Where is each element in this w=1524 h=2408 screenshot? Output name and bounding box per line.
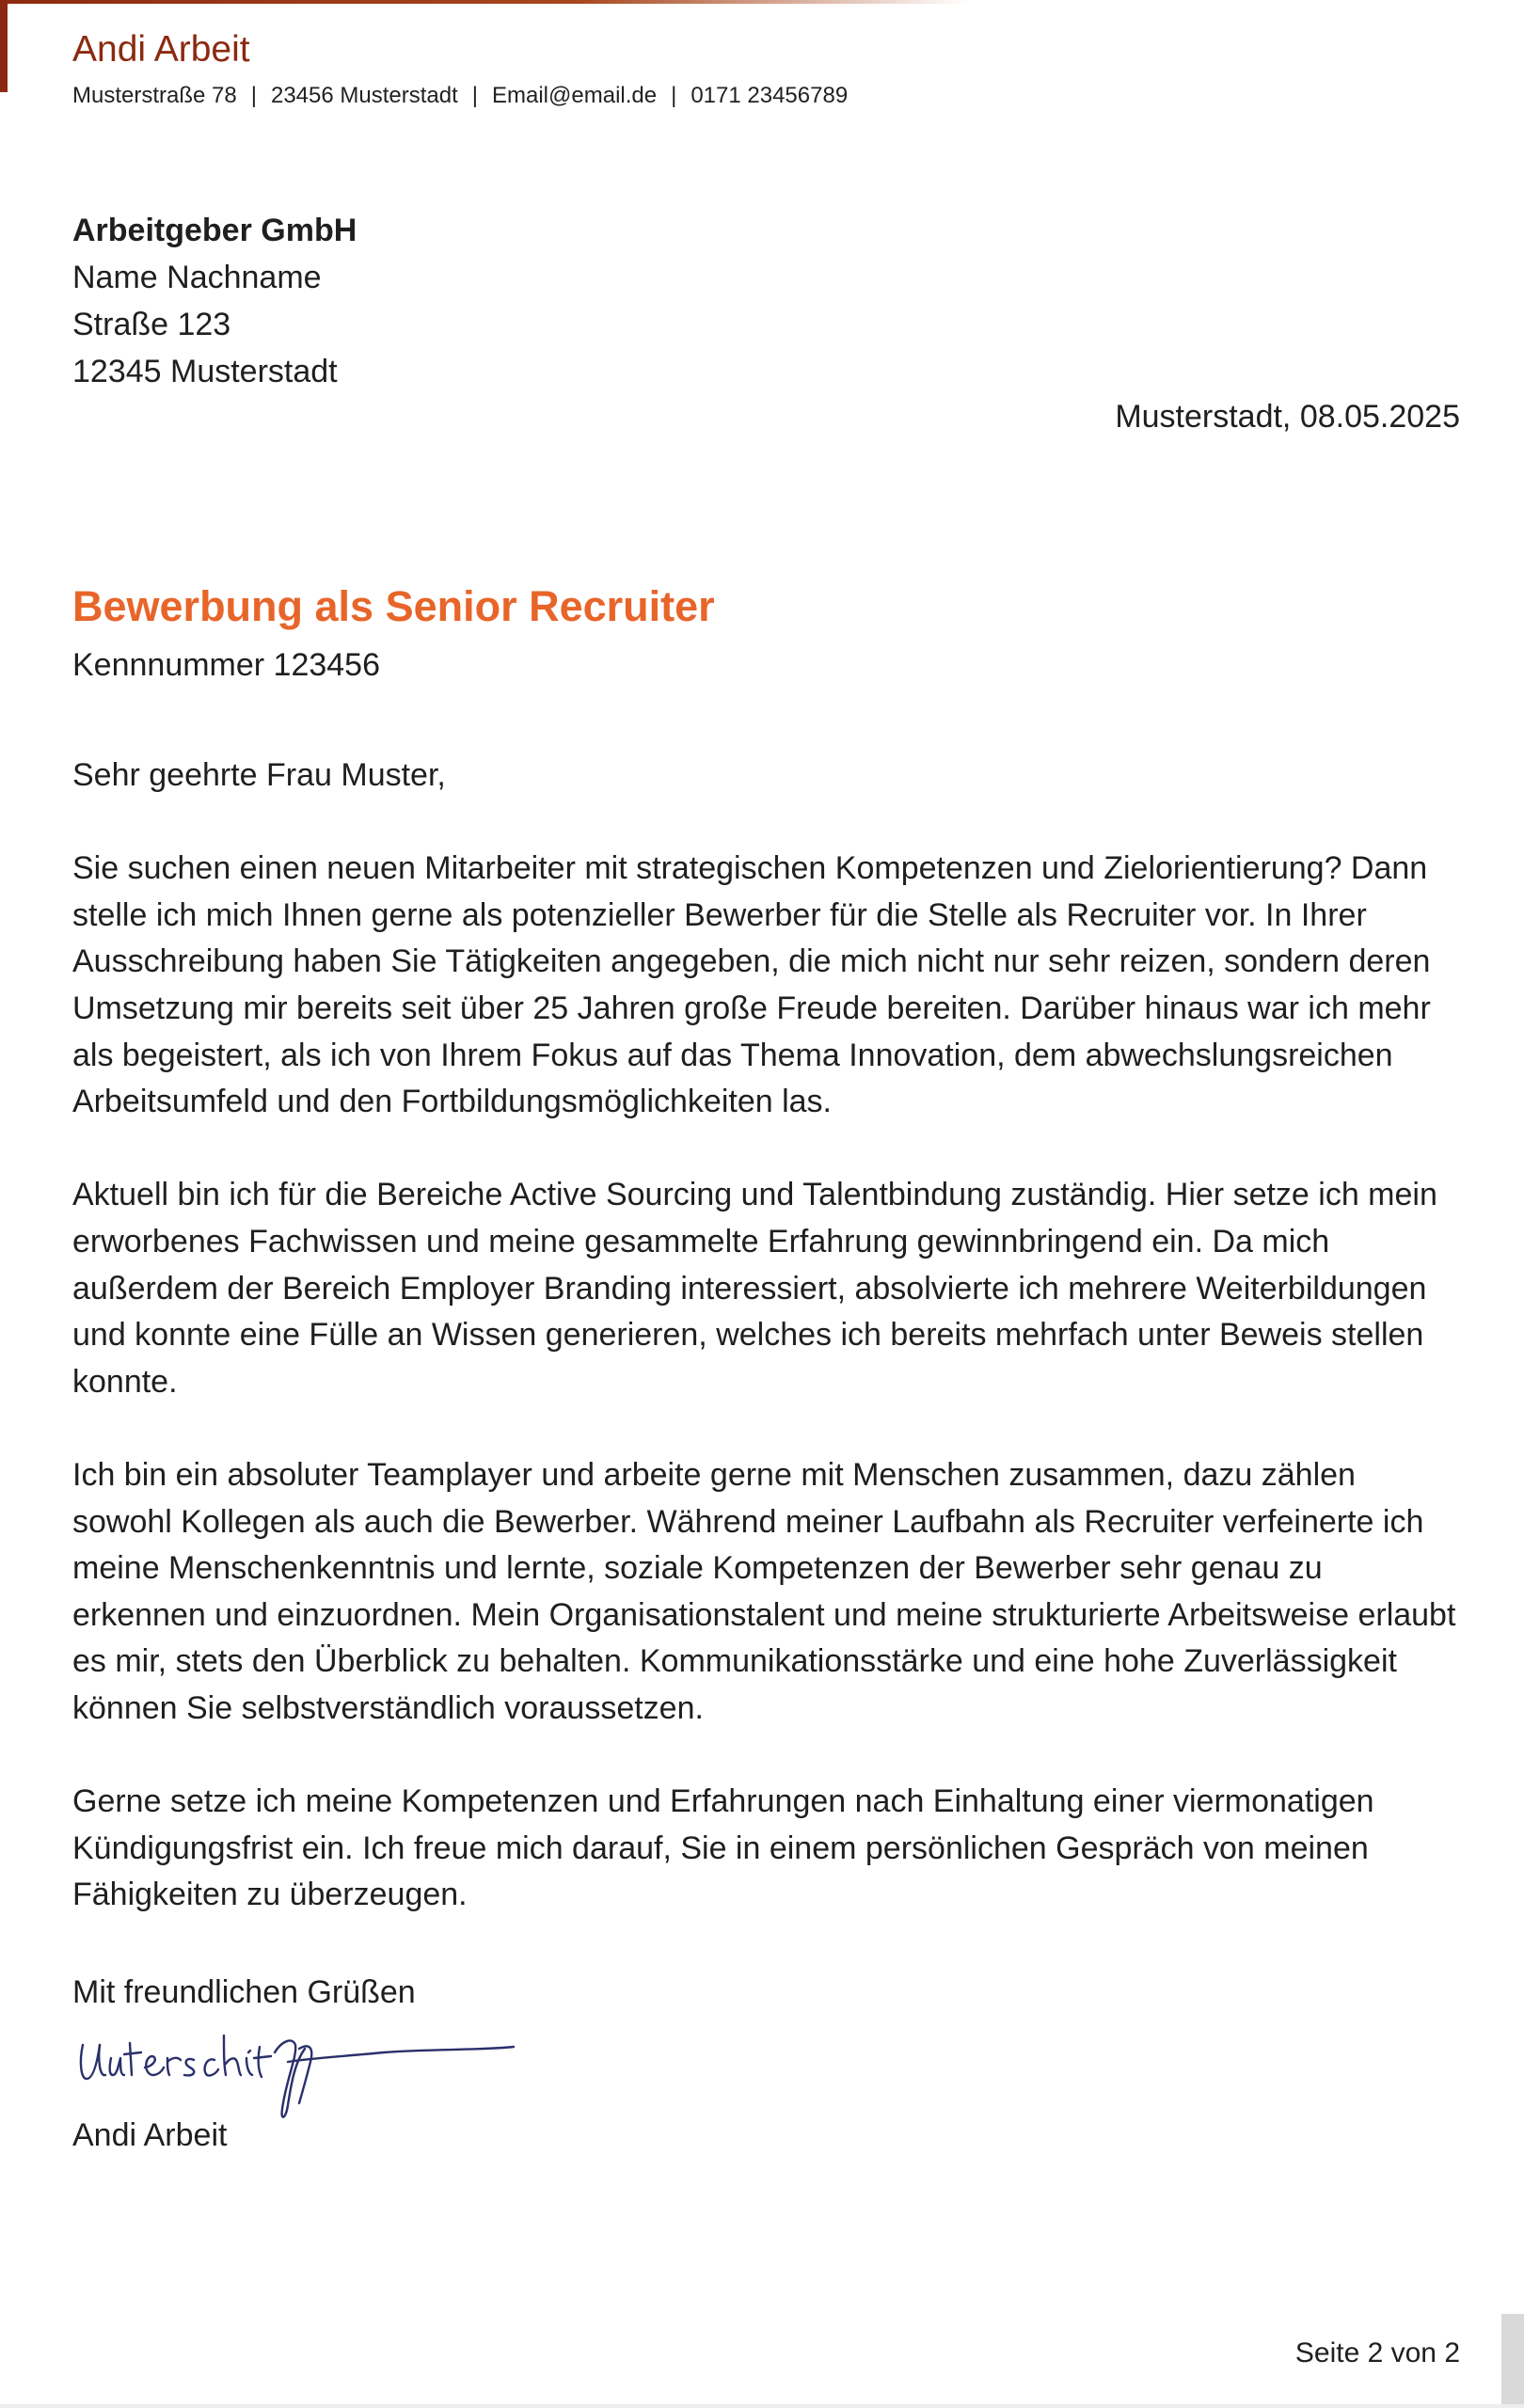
recipient-street: Straße 123 — [72, 307, 231, 342]
reference-number: Kennnummer 123456 — [72, 647, 381, 683]
body-paragraph: Aktuell bin ich für die Bereiche Active Sourcing und Talentbindung zuständig. Hier setze ich mein erworbenes Fachwissen und meine gesammelte Erfahrung gewinnbringend ein. Da mich außerdem der Bereich Employer Branding interessiert, absolvierte ich mehrere Weiterbildungen und konnte eine Fülle an Wissen generieren, welches ich bereits mehrfach unter Beweis stellen konnte. — [72, 1177, 1437, 1400]
body-paragraph: Sie suchen einen neuen Mitarbeiter mit strategischen Kompetenzen und Zielorientierung? Dann stelle ich mich Ihnen gerne als potenzieller Bewerber für die Stelle als Recruiter vor. In Ihrer Ausschreibung haben Sie Tätigkeiten angegeben, die mich nicht nur sehr reizen, sondern deren Umsetzung mir bereits seit über 25 Jahren große Freude bereiten. Darüber hinaus war ich mehr als begeistert, als ich von Ihrem Fokus auf das Thema Innovation, dem abwechslungsreichen Arbeitsumfeld und den Fortbildungsmöglichkeiten las. — [72, 850, 1431, 1120]
recipient-company: Arbeitgeber GmbH — [72, 213, 357, 248]
sender-street: Musterstraße 78 — [72, 83, 237, 108]
recipient-city: 12345 Musterstadt — [72, 354, 338, 389]
salutation: Sehr geehrte Frau Muster, — [72, 757, 446, 793]
body-paragraph: Gerne setze ich meine Kompetenzen und Erfahrungen nach Einhaltung einer viermonatigen Kündigungsfrist ein. Ich freue mich darauf, Sie in einem persönlichen Gespräch von meinen Fähigkeiten zu überzeugen. — [72, 1783, 1374, 1913]
header-corner-bar — [0, 0, 8, 92]
place-and-date: Musterstadt, 08.05.2025 — [1115, 399, 1460, 435]
contact-separator: | — [471, 83, 478, 108]
sender-name: Andi Arbeit — [72, 29, 250, 70]
contact-separator: | — [250, 83, 257, 108]
contact-separator: | — [671, 83, 677, 108]
page-edge-shadow — [1501, 2314, 1524, 2408]
page-bottom-edge — [0, 2404, 1524, 2408]
page-number: Seite 2 von 2 — [1294, 2337, 1460, 2368]
body-paragraph: Ich bin ein absoluter Teamplayer und arbeite gerne mit Menschen zusammen, dazu zählen sowohl Kollegen als auch die Bewerber. Während meiner Laufbahn als Recruiter verfeinerte ich meine Menschenkenntnis und lernte, soziale Kompetenzen der Bewerber sehr genau zu erkennen und einzuordnen. Mein Organisationstalent und meine strukturierte Arbeitsweise erlaubt es mir, stets den Überblick zu behalten. Kommunikationsstärke und eine hohe Zuverlässigkeit können Sie selbstverständlich voraussetzen. — [72, 1456, 1456, 1726]
subject-line: Bewerbung als Senior Recruiter — [72, 582, 715, 630]
header-accent-rule — [0, 0, 969, 4]
recipient-contact-person: Name Nachname — [72, 260, 322, 295]
sender-phone: 0171 23456789 — [691, 83, 849, 108]
signer-name: Andi Arbeit — [72, 2117, 228, 2153]
sender-email: Email@email.de — [492, 83, 658, 108]
sender-contact-line — [72, 83, 848, 110]
recipient-address — [72, 207, 357, 395]
closing-formula: Mit freundlichen Grüßen — [72, 1974, 416, 2010]
letter-body — [72, 752, 1460, 1965]
sender-city: 23456 Musterstadt — [270, 83, 458, 108]
